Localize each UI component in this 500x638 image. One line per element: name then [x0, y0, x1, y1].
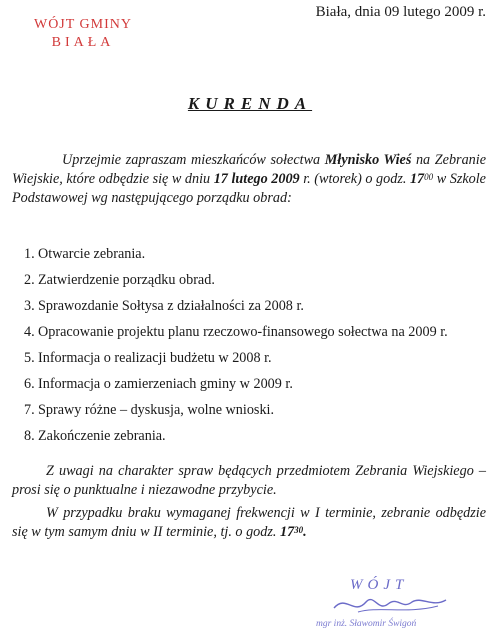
agenda-text: Informacja o realizacji budżetu w 2008 r. [38, 350, 272, 366]
agenda-list [24, 245, 490, 453]
meeting-hour-minutes: 00 [424, 172, 434, 182]
agenda-text: Zakończenie zebrania. [38, 428, 166, 444]
intro-text-1: Uprzejmie zapraszam mieszkańców sołectwa [62, 152, 325, 168]
agenda-text: Zatwierdzenie porządku obrad. [38, 272, 215, 288]
agenda-item [24, 401, 490, 420]
stamp-line-2: BIAŁA [51, 35, 115, 50]
agenda-number: 5. [24, 350, 35, 366]
agenda-item [24, 427, 490, 446]
agenda-item [24, 349, 490, 368]
closing2-text: W przypadku braku wymaganej frekwencji w I terminie, zebranie odbędzie się w tym samym dniu w II terminie, tj. o godz. [12, 505, 486, 540]
intro-text-2: na Zebranie Wiejskie, które odbędzie się w dniu [12, 152, 486, 187]
document-title: KURENDA [187, 94, 313, 113]
agenda-number: 4. [24, 324, 35, 340]
agenda-number: 1. [24, 246, 35, 262]
village-name: Młynisko Wieś [324, 152, 412, 168]
agenda-number: 8. [24, 428, 35, 444]
date-line: Biała, dnia 09 lutego 2009 r. [315, 4, 486, 20]
agenda-number: 6. [24, 376, 35, 392]
second-term-minutes: 30 [294, 525, 304, 535]
closing2-end: . [303, 524, 307, 540]
meeting-date: 17 lutego 2009 [213, 171, 300, 187]
intro-paragraph [12, 151, 486, 208]
signature-title: WÓJT [350, 577, 409, 593]
agenda-number: 3. [24, 298, 35, 314]
agenda-item [24, 297, 490, 316]
agenda-text: Sprawy różne – dyskusja, wolne wnioski. [38, 402, 275, 418]
agenda-item [24, 323, 490, 342]
signatory-name: mgr inż. Sławomir Świgoń [316, 619, 417, 629]
stamp-line-1: WÓJT GMINY [33, 17, 132, 32]
agenda-text: Opracowanie projektu planu rzeczowo-finansowego sołectwa na 2009 r. [38, 324, 448, 340]
intro-text-3: r. (wtorek) o godz. [299, 171, 410, 187]
agenda-item [24, 375, 490, 394]
closing-paragraph-2 [12, 504, 486, 542]
agenda-item [24, 245, 490, 264]
agenda-text: Otwarcie zebrania. [38, 246, 146, 262]
agenda-text: Sprawozdanie Sołtysa z działalności za 2008 r. [38, 298, 304, 314]
second-term-hour: 17 [279, 524, 295, 540]
agenda-number: 2. [24, 272, 35, 288]
closing-paragraph-1: Z uwagi na charakter spraw będących przedmiotem Zebrania Wiejskiego – prosi się o punktualne i niezawodne przybycie. [12, 463, 486, 498]
office-stamp [28, 16, 138, 52]
agenda-number: 7. [24, 402, 35, 418]
intro-text-4: w Szkole Podstawowej wg następującego porządku obrad: [12, 171, 486, 206]
meeting-hour: 17 [409, 171, 425, 187]
agenda-item [24, 271, 490, 290]
handwritten-signature [328, 590, 458, 620]
agenda-text: Informacja o zamierzeniach gminy w 2009 r. [38, 376, 293, 392]
